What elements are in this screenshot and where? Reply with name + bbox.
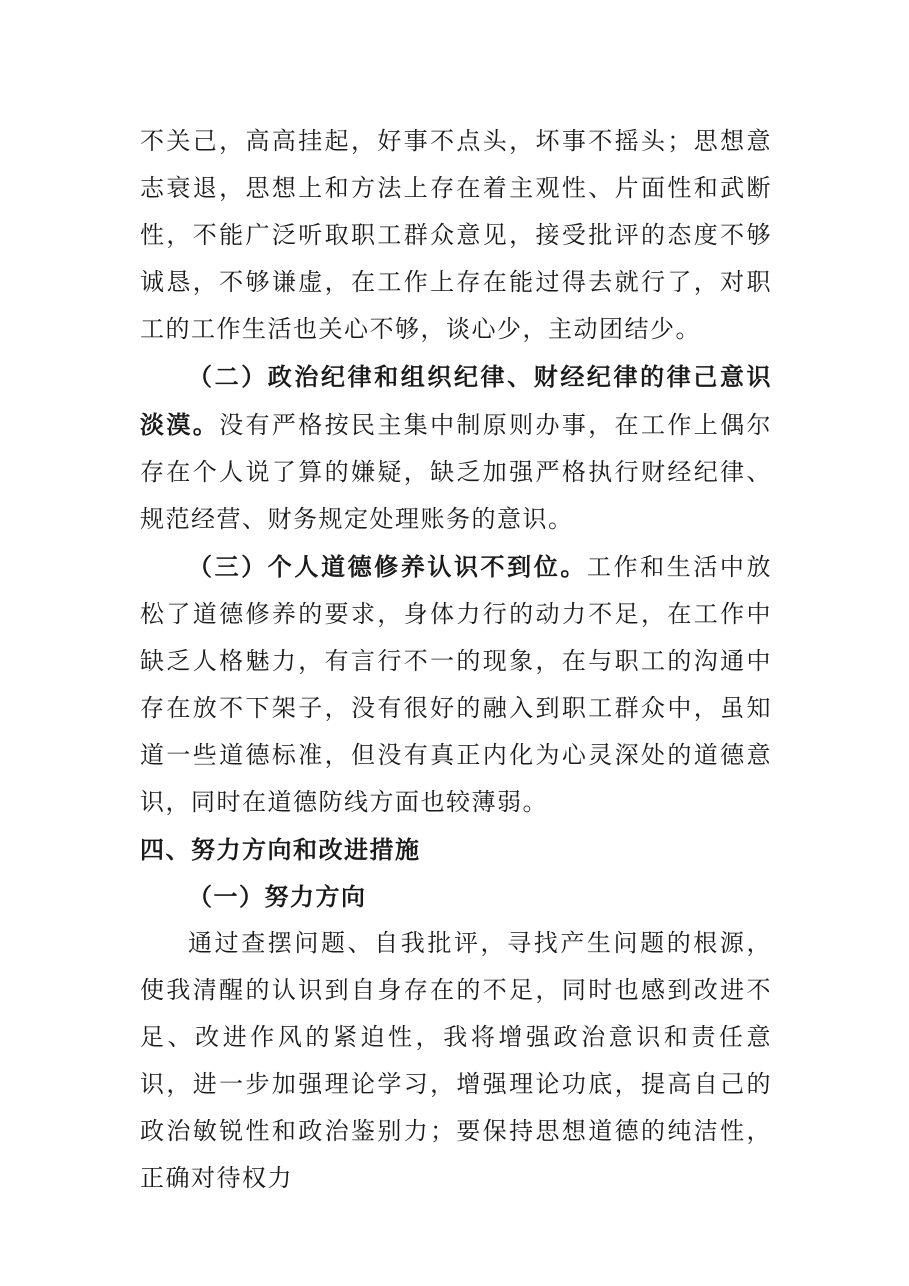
paragraph-morality-body: 工作和生活中放松了道德修养的要求，身体力行的动力不足，在工作中缺乏人格魅力，有言行不一的现象，在与职工的沟通中存在放不下架子，没有很好的融入到职工群众中，虽知道一些道德标准，但没有真正内化为心灵深处的道德意识，同时在道德防线方面也较薄弱。 — [140, 553, 773, 816]
sub-heading: （一）努力方向 — [188, 882, 367, 911]
paragraph-discipline — [140, 353, 772, 543]
paragraph-continued: 不关己，高高挂起，好事不点头，坏事不摇头；思想意志衰退，思想上和方法上存在着主观性、片面性和武断性，不能广泛听取职工群众意见，接受批评的态度不够诚恳，不够谦虚，在工作上存在能过得去就行了，对职工的工作生活也关心不够，谈心少，主动团结少。 — [140, 127, 772, 343]
paragraph-direction: 通过查摆问题、自我批评，寻找产生问题的根源，使我清醒的认识到自身存在的不足，同时也感到改进不足、改进作风的紧迫性，我将增强政治意识和责任意识，进一步加强理论学习，增强理论功底，提高自己的政治敏锐性和政治鉴别力；要保持思想道德的纯洁性，正确对待权力 — [140, 929, 772, 1192]
paragraph-discipline-title: （二）政治纪律和组织纪律、财经纪律的律己意识淡漠。 — [140, 362, 772, 439]
paragraph-morality-title: （三）个人道德修养认识不到位。 — [188, 552, 587, 581]
paragraph-discipline-body: 没有严格按民主集中制原则办事，在工作上偶尔存在个人说了算的嫌疑，缺乏加强严格执行财经纪律、规范经营、财务规定处理账务的意识。 — [140, 411, 772, 533]
document-page — [140, 118, 772, 1202]
paragraph-morality — [140, 543, 772, 826]
section-heading: 四、努力方向和改进措施 — [140, 835, 421, 864]
